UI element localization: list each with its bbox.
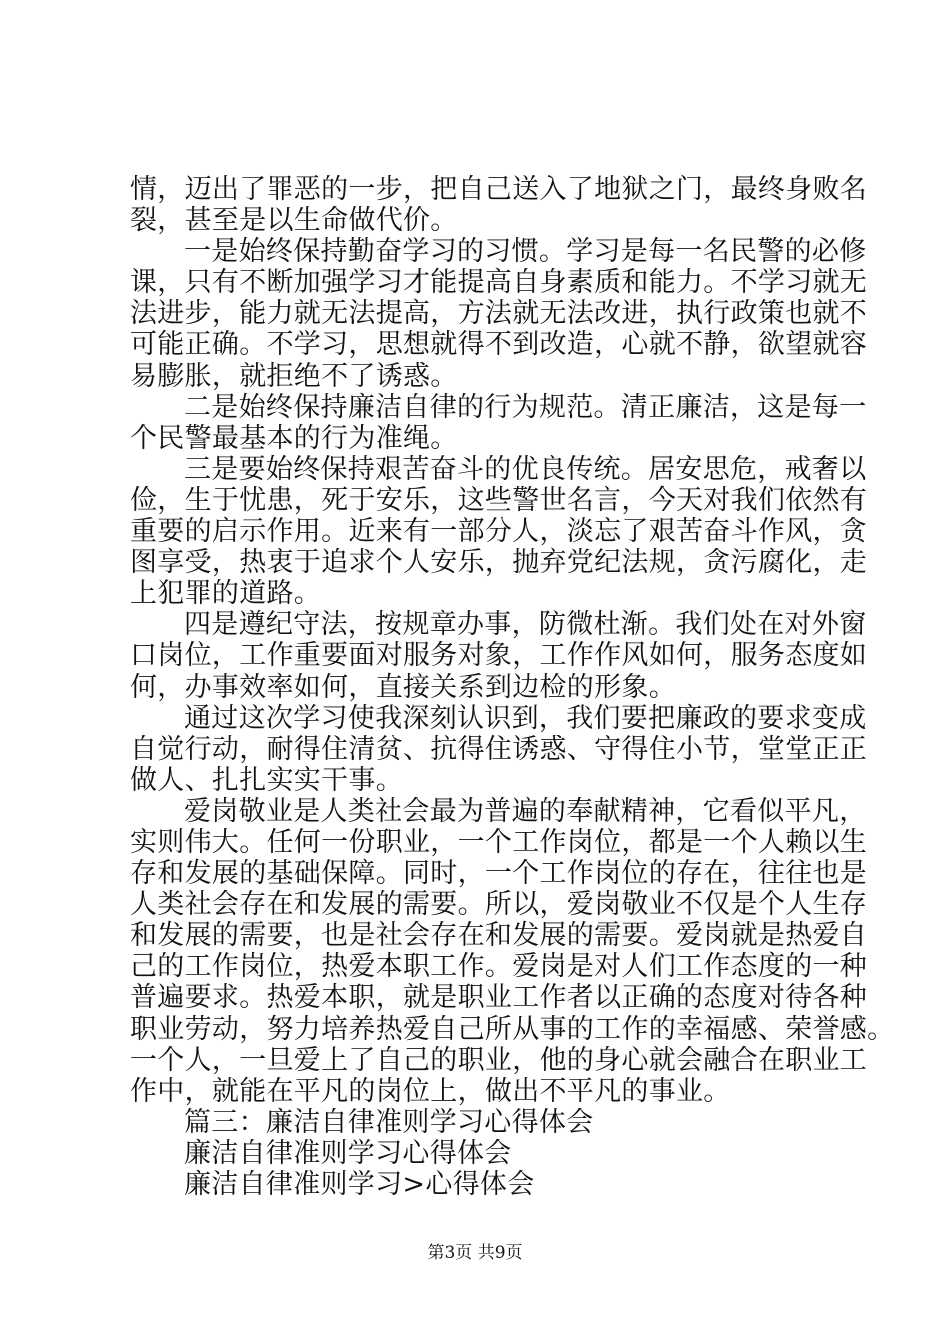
- text-line: 作中，就能在平凡的岗位上，做出不平凡的事业。: [130, 1075, 731, 1107]
- text-line: 廉洁自律准则学习心得体会: [184, 1137, 512, 1169]
- text-line: 自觉行动，耐得住清贫、抗得住诱惑、守得住小节，堂堂正正: [130, 733, 868, 765]
- text-line: 二是始终保持廉洁自律的行为规范。清正廉洁，这是每一: [184, 391, 867, 423]
- section-heading: 篇三：廉洁自律准则学习心得体会: [184, 1106, 594, 1138]
- text-line: 个民警最基本的行为准绳。: [130, 422, 458, 454]
- page-number: 第3页 共9页: [427, 1243, 523, 1263]
- text-line: 何，办事效率如何，直接关系到边检的形象。: [130, 671, 676, 703]
- text-line: 情，迈出了罪恶的一步，把自己送入了地狱之门，最终身败名: [130, 174, 868, 205]
- text-line: 重要的启示作用。近来有一部分人，淡忘了艰苦奋斗作风，贪: [130, 516, 868, 548]
- text-line: 俭，生于忧患，死于安乐，这些警世名言，今天对我们依然有: [130, 484, 868, 516]
- text-line: 廉洁自律准则学习>心得体会: [184, 1169, 535, 1200]
- text-line: 通过这次学习使我深刻认识到，我们要把廉政的要求变成: [184, 702, 867, 734]
- text-line: 普遍要求。热爱本职，就是职业工作者以正确的态度对待各种: [130, 982, 868, 1014]
- text-line: 和发展的需要，也是社会存在和发展的需要。爱岗就是热爱自: [130, 920, 868, 952]
- text-line: 实则伟大。任何一份职业，一个工作岗位，都是一个人赖以生: [130, 826, 868, 858]
- text-line: 一是始终保持勤奋学习的习惯。学习是每一名民警的必修: [184, 236, 867, 268]
- text-line: 四是遵纪守法，按规章办事，防微杜渐。我们处在对外窗: [184, 609, 867, 641]
- text-line: 可能正确。不学习，思想就得不到改造，心就不静，欲望就容: [130, 329, 868, 361]
- text-line: 裂，甚至是以生命做代价。: [130, 205, 458, 237]
- text-line: 人类社会存在和发展的需要。所以，爱岗敬业不仅是个人生存: [130, 889, 868, 921]
- text-line: 课，只有不断加强学习才能提高自身素质和能力。不学习就无: [130, 267, 868, 299]
- text-line: 己的工作岗位，热爱本职工作。爱岗是对人们工作态度的一种: [130, 951, 868, 983]
- text-line: 三是要始终保持艰苦奋斗的优良传统。居安思危，戒奢以: [184, 453, 867, 485]
- text-line: 图享受，热衷于追求个人安乐，抛弃党纪法规，贪污腐化，走: [130, 547, 868, 579]
- text-line: 做人、扎扎实实干事。: [130, 764, 403, 796]
- text-line: 一个人，一旦爱上了自己的职业，他的身心就会融合在职业工: [130, 1044, 868, 1076]
- text-line: 职业劳动，努力培养热爱自己所从事的工作的幸福感、荣誉感。: [130, 1013, 895, 1045]
- text-line: 法进步，能力就无法提高，方法就无法改进，执行政策也就不: [130, 298, 868, 330]
- text-line: 易膨胀，就拒绝不了诱惑。: [130, 360, 458, 392]
- text-line: 上犯罪的道路。: [130, 578, 322, 610]
- text-line: 口岗位，工作重要面对服务对象，工作作风如何，服务态度如: [130, 640, 868, 672]
- text-line: 爱岗敬业是人类社会最为普遍的奉献精神，它看似平凡，: [184, 795, 867, 827]
- document-body: [130, 174, 895, 1200]
- text-line: 存和发展的基础保障。同时，一个工作岗位的存在，往往也是: [130, 858, 868, 890]
